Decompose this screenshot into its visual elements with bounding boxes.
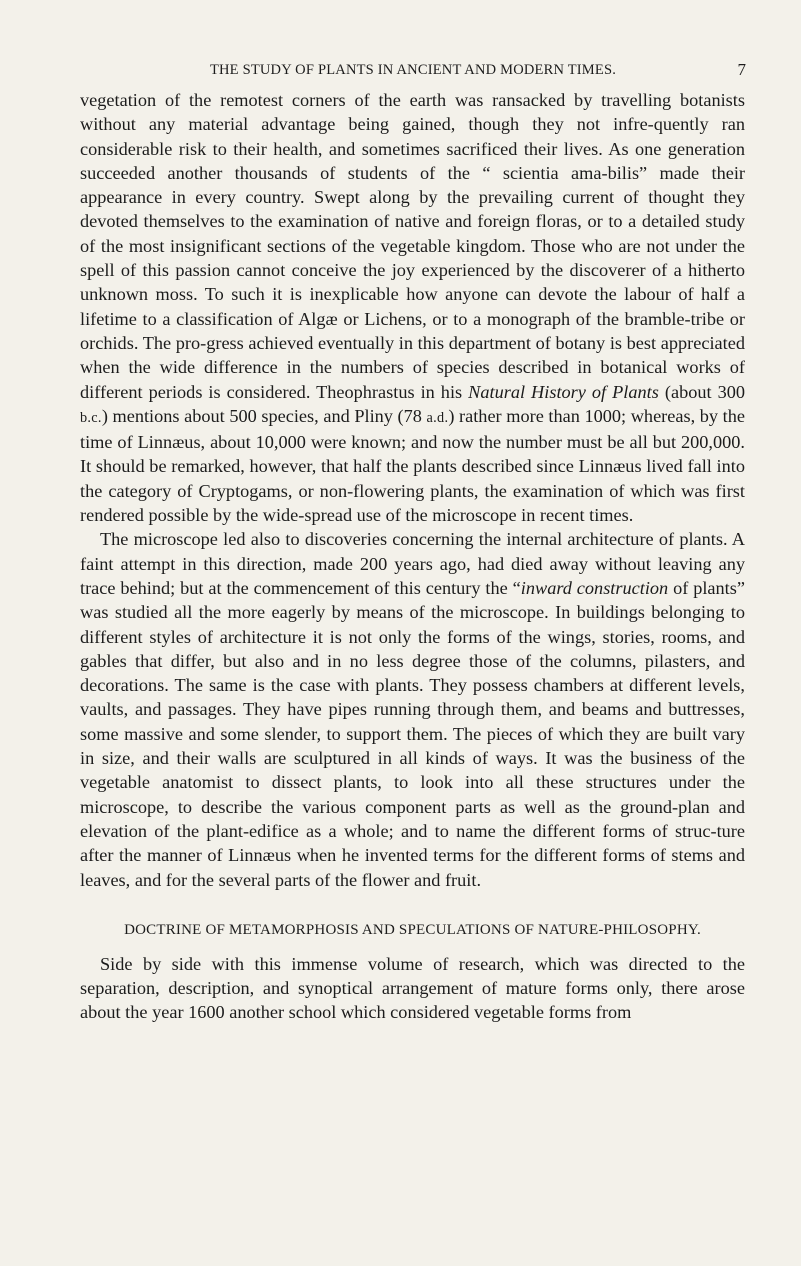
paragraph-1-text-c: ) mentions about 500 species, and Pliny (78 <box>101 405 427 426</box>
running-head <box>80 62 746 84</box>
paragraph-1-text-d: ) rather more than 1000; whereas, by the time of Linnæus, about 10,000 were known; and now the number must be all but 200,000. It should be remarked, however, that half the plants described since Linnæus lived fall into the category of Cryptogams, or non-flowering plants, the examination of which was first rendered possible by the wide-spread use of the microscope in recent times. <box>80 405 745 526</box>
era-ad: a.d. <box>426 409 449 426</box>
phrase-inward-construction: inward construction <box>520 577 669 598</box>
body-text <box>80 88 745 1025</box>
section-heading: DOCTRINE OF METAMORPHOSIS AND SPECULATIONS OF NATURE-PHILOSOPHY. <box>124 921 701 938</box>
book-title-natural-history: Natural History of Plants <box>468 381 659 402</box>
paragraph-3: Side by side with this immense volume of research, which was directed to the separation, description, and synoptical arrangement of mature forms only, there arose about the year 1600 another school which considered vegetable forms from <box>80 953 745 1023</box>
era-bc: b.c. <box>80 409 102 426</box>
running-title: THE STUDY OF PLANTS IN ANCIENT AND MODERN TIMES. <box>209 62 617 78</box>
paragraph-1 <box>80 88 745 527</box>
paragraph-1-text-b: (about 300 <box>658 381 746 402</box>
paragraph-2-text-b: of plants” was studied all the more eagerly by means of the microscope. In buildings belonging to different styles of architecture it is not only the forms of the wings, stories, rooms, and gables that differ, but also and in no less degree those of the columns, pilasters, and decorations. The same is the case with plants. They possess chambers at different levels, vaults, and passages. They have pipes running through them, and beams and buttresses, some massive and some slender, to support them. The pieces of which they are built vary in size, and their walls are sculptured in all kinds of ways. It was the business of the vegetable anatomist to dissect plants, to look into all these structures under the microscope, to describe the various component parts as well as the ground-plan and elevation of the plant-edifice as a whole; and to name the different forms of struc-ture after the manner of Linnæus when he invented terms for the different forms of stems and leaves, and for the several parts of the flower and fruit. <box>80 577 745 890</box>
paragraph-2-text-a: The microscope led also to discoveries concerning the internal architecture of plants. A faint attempt in this direction, made 200 years ago, had died away without leaving any trace behind; but at the commencement of this century the “ <box>80 529 745 598</box>
paragraph-2 <box>80 527 745 891</box>
paragraph-1-text-a: vegetation of the remotest corners of the earth was ransacked by travelling botanists without any material advantage being gained, though they not infre-quently ran considerable risk to their health, and sometimes sacrificed their lives. As one generation succeeded another thousands of students of the “ scientia ama-bilis” made their appearance in every country. Swept along by the prevailing current of thought they devoted themselves to the examination of native and foreign floras, or to a detailed study of the most insignificant sections of the vegetable kingdom. Those who are not under the spell of this passion cannot conceive the joy experienced by the discoverer of a hitherto unknown moss. To such it is inexplicable how anyone can devote the labour of half a lifetime to a classification of Algæ or Lichens, or to a monograph of the bramble-tribe or orchids. The pro-gress achieved eventually in this department of botany is best appreciated when the wide difference in the numbers of species described in botanical works of different periods is considered. Theophrastus in his <box>80 90 745 402</box>
page-number: 7 <box>737 60 746 79</box>
